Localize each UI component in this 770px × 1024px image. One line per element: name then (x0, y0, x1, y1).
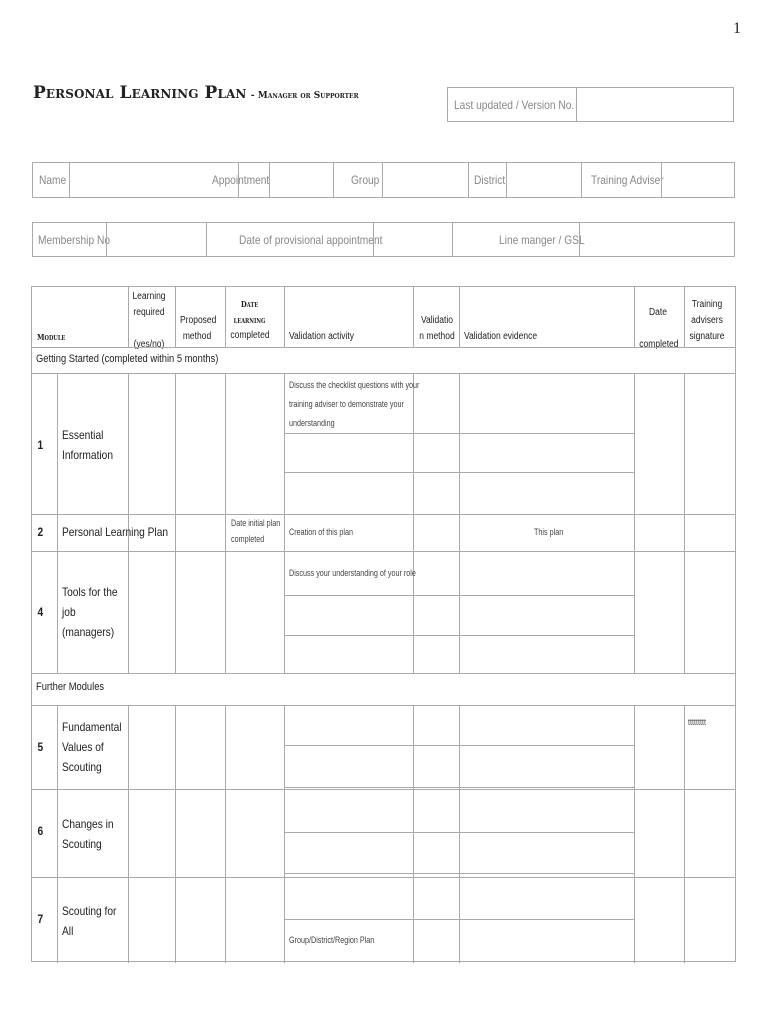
col-module: Module (37, 332, 66, 342)
provisional-label: Date of provisional appointment (239, 233, 383, 247)
col-training-advisers-signature: Training advisers signature (689, 299, 725, 342)
section-getting-started: Getting Started (completed within 5 months) (36, 353, 219, 365)
row-2-module: Personal Learning Plan (62, 525, 169, 539)
version-field[interactable] (577, 88, 733, 121)
section-further-modules: Further Modules (36, 681, 105, 693)
row-1-activity: Discuss the checklist questions with your training adviser to demonstrate your understanding (289, 380, 420, 428)
col-proposed-method: Proposed method (180, 315, 217, 342)
membership-field[interactable] (107, 223, 206, 256)
row-4-activity: Discuss your understanding of your role (289, 568, 416, 578)
title-main: Personal Learning Plan (33, 83, 247, 103)
district-field[interactable] (507, 163, 581, 197)
training-adviser-field[interactable] (662, 163, 734, 197)
line-manager-field[interactable] (580, 223, 734, 256)
row-2-date-note: Date initial plan completed (231, 518, 281, 544)
row-2-activity: Creation of this plan (289, 527, 354, 537)
appointment-field[interactable] (270, 163, 333, 197)
row-7-module: Scouting for All (62, 904, 117, 938)
appointment-label: Appointment (212, 173, 270, 187)
row-1-number: 1 (37, 438, 44, 452)
version-box (447, 87, 734, 122)
learning-table (31, 286, 736, 962)
row-5-module: Fundamental Values of Scouting (62, 720, 122, 774)
line-manager-label: Line manger / GSL (499, 233, 585, 247)
membership-label: Membership No (38, 233, 110, 247)
row-6-number: 6 (37, 824, 44, 838)
row-2-evidence: This plan (534, 527, 564, 537)
training-adviser-label: Training Adviser (591, 173, 664, 187)
version-label: Last updated / Version No. (454, 98, 575, 112)
row-6-module: Changes in Scouting (62, 817, 114, 851)
col-validation-evidence: Validation evidence (464, 331, 538, 342)
col-learning-required: Learning required (yes/no) (132, 291, 166, 350)
group-field[interactable] (383, 163, 468, 197)
group-label: Group (351, 173, 380, 187)
row-1-module: Essential Information (62, 428, 114, 462)
title-subtitle: - Manager or Supporter (250, 91, 359, 101)
row-5-number: 5 (37, 740, 44, 754)
row-4-number: 4 (37, 605, 44, 619)
row-5-signature: ttttttttt (688, 717, 707, 727)
col-date-completed: Date completed (639, 307, 679, 350)
row-7-activity-bottom: Group/District/Region Plan (289, 935, 375, 945)
col-date-learning-completed: Date learning completed (230, 299, 270, 341)
row-4-module: Tools for the job (managers) (62, 585, 118, 639)
info-row-1 (32, 162, 735, 198)
col-validation-method: Validatio n method (419, 315, 455, 342)
row-2-number: 2 (37, 525, 44, 539)
page-number: 1 (733, 20, 741, 37)
name-label: Name (39, 173, 67, 187)
row-7-number: 7 (37, 912, 44, 926)
info-row-2 (32, 222, 735, 257)
district-label: District (474, 173, 506, 187)
col-validation-activity: Validation activity (289, 331, 355, 342)
page-title (33, 83, 359, 103)
provisional-field[interactable] (374, 223, 452, 256)
